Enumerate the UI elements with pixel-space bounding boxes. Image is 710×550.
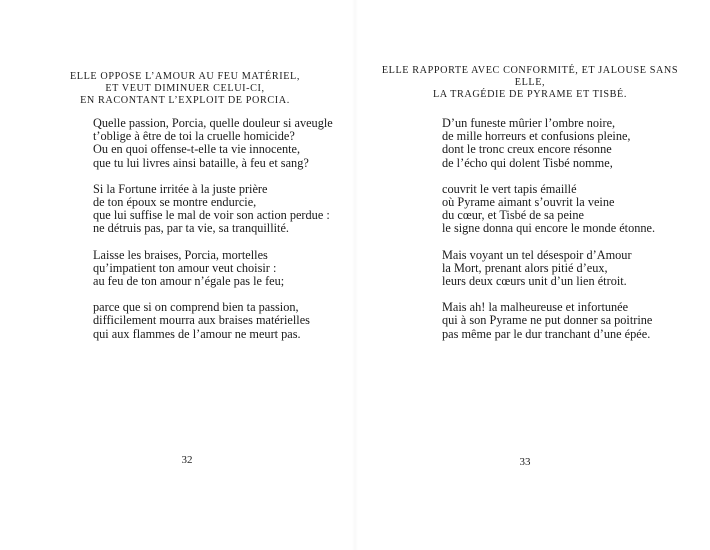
left-page-heading	[40, 71, 330, 107]
heading-line: ET VEUT DIMINUER CELUI-CI,	[105, 83, 265, 94]
stanza-2	[442, 183, 697, 236]
verse-line: Quelle passion, Porcia, quelle douleur si aveugle	[93, 116, 333, 130]
verse-line: Mais ah! la malheureuse et infortunée	[442, 300, 629, 315]
stanza-1	[442, 117, 697, 170]
verse-line: couvrit le vert tapis émaillé	[442, 181, 577, 196]
verse-line: que lui suffise le mal de voir son action perdue :	[93, 208, 330, 223]
verse-line: Laisse les braises, Porcia, mortelles	[93, 247, 268, 262]
page-number-right: 33	[519, 456, 531, 468]
verse-line: Ou en quoi offense-t-elle ta vie innocente,	[93, 142, 301, 157]
verse-line: pas même par le dur tranchant d’une épée.	[442, 326, 651, 341]
right-page-heading	[375, 65, 685, 101]
stanza-1	[93, 117, 343, 170]
heading-line: EN RACONTANT L’EXPLOIT DE PORCIA.	[80, 95, 290, 106]
verse-line: que tu lui livres ainsi bataille, à feu et sang?	[93, 155, 309, 170]
verse-line: de l’écho qui dolent Tisbé nomme,	[442, 155, 613, 170]
heading-line: LA TRAGÉDIE DE PYRAME ET TISBÉ.	[432, 89, 628, 100]
verse-line: qui aux flammes de l’amour ne meurt pas.	[93, 326, 301, 341]
verse-line: dont le tronc creux encore résonne	[442, 142, 612, 157]
verse-line: D’un funeste mûrier l’ombre noire,	[442, 116, 616, 130]
verse-line: Mais voyant un tel désespoir d’Amour	[442, 247, 632, 262]
stanza-4	[93, 301, 343, 341]
left-poem	[93, 117, 343, 354]
verse-line: t’oblige à être de toi la cruelle homicide?	[93, 129, 295, 144]
verse-line: qu’impatient ton amour veut choisir :	[93, 260, 277, 275]
heading-line: ELLE OPPOSE L’AMOUR AU FEU MATÉRIEL,	[69, 71, 301, 82]
verse-line: Si la Fortune irritée à la juste prière	[93, 181, 268, 196]
heading-line: ELLE RAPPORTE AVEC CONFORMITÉ, ET JALOUSE SANS ELLE,	[381, 65, 679, 88]
verse-line: ne détruis pas, par ta vie, sa tranquillité.	[93, 221, 290, 236]
verse-line: la Mort, prenant alors pitié d’eux,	[442, 260, 608, 275]
verse-line: qui à son Pyrame ne put donner sa poitrine	[442, 313, 653, 328]
verse-line: où Pyrame aimant s’ouvrit la veine	[442, 195, 615, 210]
verse-line: parce que si on comprend bien ta passion,	[93, 300, 299, 315]
verse-line: difficilement mourra aux braises matérielles	[93, 313, 310, 328]
verse-line: du cœur, et Tisbé de sa peine	[442, 208, 584, 223]
verse-line: au feu de ton amour n’égale pas le feu;	[93, 274, 285, 289]
stanza-3	[93, 249, 343, 289]
verse-line: de mille horreurs et confusions pleine,	[442, 129, 631, 144]
verse-line: leurs deux cœurs unit d’un lien étroit.	[442, 274, 627, 289]
verse-line: de ton époux se montre endurcie,	[93, 195, 257, 210]
verse-line: le signe donna qui encore le monde étonne.	[442, 221, 656, 236]
right-poem	[442, 117, 697, 354]
stanza-2	[93, 183, 343, 236]
page-number-left: 32	[181, 454, 193, 466]
right-page	[355, 0, 710, 550]
stanza-3	[442, 249, 697, 289]
stanza-4	[442, 301, 697, 341]
